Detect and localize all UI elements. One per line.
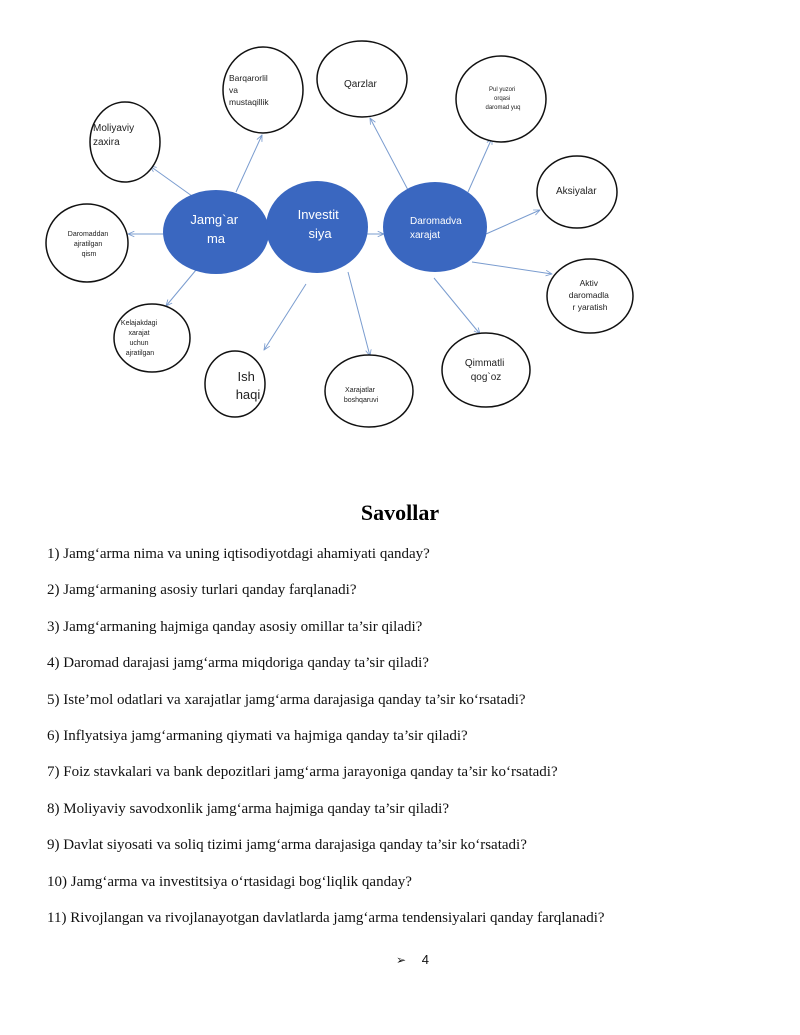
ishhaqi-node bbox=[205, 351, 265, 417]
question-7: 7) Foiz stavkalari va bank depozitlari jamg‘arma jarayoniga qanday ta’sir ko‘rsatadi? bbox=[47, 764, 558, 780]
mind-map-diagram bbox=[0, 0, 800, 440]
qimmatli-node bbox=[442, 333, 530, 407]
xarajatlar-label: Xarajatlar boshqaruvi bbox=[343, 387, 379, 404]
arrow-to-barqaror bbox=[236, 135, 262, 192]
arrow-to-ishhaqi bbox=[264, 284, 306, 350]
arrow-to-kelajak bbox=[166, 270, 196, 306]
aksiyalar-label: Aksiyalar bbox=[556, 186, 597, 197]
moliyaviy-label: Moliyaviy zaxira bbox=[93, 123, 135, 148]
question-6: 6) Inflyatsiya jamg‘armaning qiymati va hajmiga qanday ta’sir qiladi? bbox=[47, 728, 468, 744]
arrow-to-qarzlar bbox=[370, 118, 408, 190]
daromaddan-label: Daromaddan ajratilgan qism bbox=[67, 231, 109, 258]
question-9: 9) Davlat siyosati va soliq tizimi jamg‘arma darajasiga qanday ta’sir ko‘rsatadi? bbox=[47, 837, 527, 853]
arrow-to-pulyuzori bbox=[468, 138, 492, 192]
aktiv-label: Aktiv daromadla r yaratish bbox=[568, 278, 609, 312]
investitsiya-label: Investit siya bbox=[297, 207, 339, 241]
arrow-to-xarajatlar bbox=[348, 272, 370, 356]
page-footer bbox=[396, 952, 429, 967]
arrow-bullet-icon: ➢ bbox=[396, 953, 407, 967]
question-2: 2) Jamg‘armaning asosiy turlari qanday farqlanadi? bbox=[47, 582, 357, 598]
pulyuzori-label: Pul yuzori orqasi daromad yuq bbox=[485, 87, 521, 111]
arrow-to-qimmatli bbox=[434, 278, 480, 334]
question-8: 8) Moliyaviy savodxonlik jamg‘arma hajmiga qanday ta’sir qiladi? bbox=[47, 801, 449, 817]
jamgarma-label: Jamg`ar ma bbox=[190, 212, 239, 246]
question-11: 11) Rivojlangan va rivojlanayotgan davlatlarda jamg‘arma tendensiyalari qanday farqlanadi? bbox=[47, 910, 605, 926]
arrow-to-moliyaviy bbox=[150, 166, 192, 196]
question-10: 10) Jamg‘arma va investitsiya o‘rtasidagi bog‘liqlik qanday? bbox=[47, 874, 412, 890]
arrow-to-aktiv bbox=[472, 262, 552, 274]
qarzlar-label: Qarzlar bbox=[344, 79, 377, 90]
question-4: 4) Daromad darajasi jamg‘arma miqdoriga qanday ta’sir qiladi? bbox=[47, 655, 429, 671]
kelajak-node bbox=[114, 304, 190, 372]
barqaror-label: Barqarorlil va mustaqillik bbox=[229, 73, 269, 107]
page-number: 4 bbox=[421, 952, 429, 967]
arrow-to-aksiyalar bbox=[486, 210, 540, 234]
daromad-center-node bbox=[383, 182, 487, 272]
question-3: 3) Jamg‘armaning hajmiga qanday asosiy omillar ta’sir qiladi? bbox=[47, 619, 423, 635]
qimmatli-label: Qimmatli qog`oz bbox=[464, 358, 505, 383]
kelajak-label: Kelajakdagi xarajat uchun ajratilgan bbox=[120, 320, 158, 357]
ishhaqi-label: Ish haqi bbox=[235, 369, 261, 402]
daromad-label: Daromadva xarajat bbox=[410, 216, 462, 241]
section-title: Savollar bbox=[360, 500, 440, 525]
question-1: 1) Jamg‘arma nima va uning iqtisodiyotdagi ahamiyati qanday? bbox=[47, 546, 430, 562]
question-5: 5) Iste’mol odatlari va xarajatlar jamg‘arma darajasiga qanday ta’sir ko‘rsatadi? bbox=[47, 692, 526, 708]
